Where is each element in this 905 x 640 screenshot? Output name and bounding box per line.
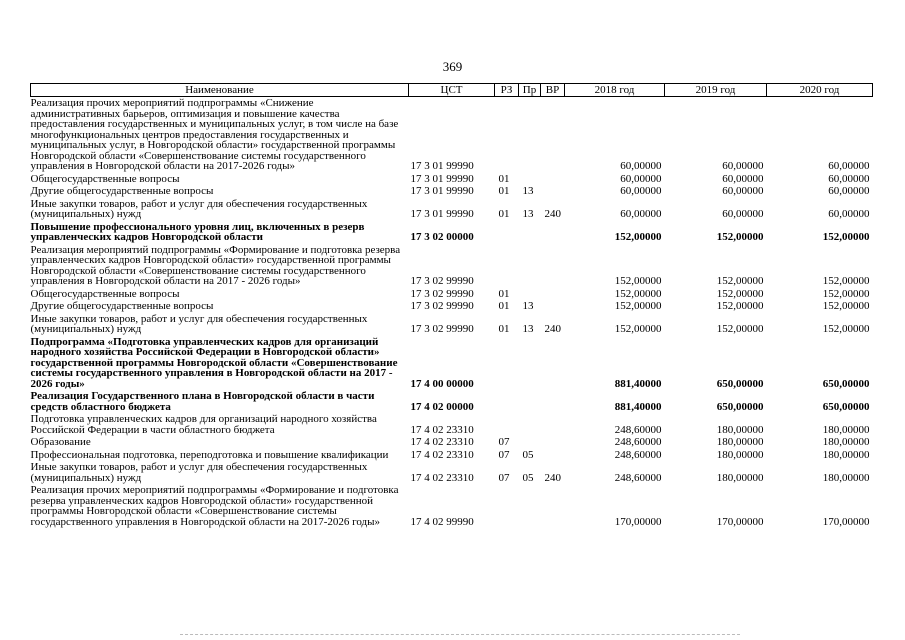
table-row <box>31 461 873 484</box>
cell-y2018: 60,00000 <box>620 172 662 185</box>
cell-rz <box>495 97 519 173</box>
cell-y2018: 152,00000 <box>614 275 662 287</box>
cell-pr <box>519 221 541 244</box>
cell-cst: 17 4 02 23310 <box>410 448 474 461</box>
cell-y2020: 152,00000 <box>822 300 870 312</box>
cell-rz: 01 <box>498 300 510 312</box>
table-row <box>31 221 873 244</box>
table-row <box>31 449 873 462</box>
cell-vr <box>541 336 565 391</box>
cell-rz: 01 <box>498 208 510 220</box>
cell-cst: 17 4 02 23310 <box>410 471 474 484</box>
table-row <box>31 185 873 198</box>
bottom-rule <box>180 634 740 636</box>
cell-pr: 13 <box>522 185 534 197</box>
cell-pr <box>519 390 541 413</box>
cell-cst: 17 3 01 99990 <box>410 172 474 185</box>
table-row <box>31 336 873 391</box>
cell-cst: 17 4 02 00000 <box>410 400 474 413</box>
cell-cst: 17 3 02 99990 <box>410 300 474 312</box>
cell-y2020: 152,00000 <box>822 231 870 243</box>
cell-name: Повышение профессионального уровня лиц, включенных в резерв управленческих кадров Новгородской области <box>30 220 365 243</box>
table-row <box>31 484 873 528</box>
cell-pr: 05 <box>522 448 534 461</box>
cell-name: Реализация Государственного плана в Новгородской области в части средств областного бюджета <box>30 390 375 413</box>
cell-cst: 17 3 02 00000 <box>410 231 474 243</box>
table-row <box>31 288 873 301</box>
table-body <box>31 97 873 529</box>
cell-name: Подпрограмма «Подготовка управленческих кадров для организаций народного хозяйства Российской Федерации в Новгородской области» государственной программы Новгородской области «Совершенствование системы государственного управления в Новгородской области на 2017 - 2026 годы» <box>30 335 398 390</box>
header-name: Наименование <box>31 84 409 97</box>
table-header-row <box>31 84 873 97</box>
cell-cst: 17 3 01 99990 <box>410 160 474 172</box>
cell-y2020: 60,00000 <box>828 172 870 185</box>
cell-cst: 17 3 02 99990 <box>410 323 474 335</box>
cell-name: Общегосударственные вопросы <box>30 287 180 300</box>
cell-y2020: 60,00000 <box>828 185 870 197</box>
cell-y2020: 180,00000 <box>822 423 870 436</box>
cell-cst: 17 3 01 99990 <box>410 185 474 197</box>
cell-y2019: 60,00000 <box>722 172 764 185</box>
cell-pr <box>519 436 541 449</box>
cell-y2020: 170,00000 <box>822 515 870 528</box>
cell-vr <box>541 288 565 301</box>
cell-rz: 01 <box>498 172 510 185</box>
cell-pr <box>519 173 541 186</box>
cell-y2018: 248,60000 <box>614 423 662 436</box>
cell-rz <box>495 221 519 244</box>
cell-cst: 17 3 02 99990 <box>410 275 474 287</box>
cell-cst: 17 3 02 99990 <box>410 287 474 300</box>
cell-name: Образование <box>30 436 91 448</box>
table-row <box>31 198 873 221</box>
cell-name: Другие общегосударственные вопросы <box>30 300 214 312</box>
cell-vr <box>541 390 565 413</box>
header-cst: ЦСТ <box>409 84 495 97</box>
cell-y2020: 180,00000 <box>822 448 870 461</box>
cell-rz: 07 <box>498 448 510 461</box>
cell-name: Реализация прочих мероприятий подпрограммы «Снижение административных барьеров, оптимизация и повышение качества предоставления государственных и муниципальных услуг, в том числе на базе многофункциональных центров предоставления государственных и муниципальных услуг, в Новгородской области» государственной программы Новгородской области «Совершенствование системы государственного управления в Новгородской области на 2017-2026 годы» <box>30 97 399 172</box>
cell-y2018: 60,00000 <box>620 208 662 220</box>
cell-rz: 07 <box>498 436 510 448</box>
header-pr: Пр <box>519 84 541 97</box>
cell-name: Профессиональная подготовка, переподготовка и повышение квалификации <box>30 448 389 461</box>
cell-y2018: 248,60000 <box>614 448 662 461</box>
cell-y2020: 180,00000 <box>822 471 870 484</box>
cell-rz: 01 <box>498 287 510 300</box>
cell-pr: 13 <box>522 300 534 312</box>
table-row <box>31 97 873 173</box>
header-rz: РЗ <box>495 84 519 97</box>
cell-y2020: 152,00000 <box>822 275 870 287</box>
table-row <box>31 300 873 313</box>
cell-pr <box>519 244 541 288</box>
cell-name: Подготовка управленческих кадров для организаций народного хозяйства Российской Федерации в части областного бюджета <box>30 413 377 436</box>
cell-y2018: 248,60000 <box>614 436 662 448</box>
cell-vr <box>541 244 565 288</box>
cell-vr <box>541 484 565 528</box>
table-row <box>31 173 873 186</box>
cell-y2019: 60,00000 <box>722 185 764 197</box>
cell-pr: 13 <box>522 208 534 220</box>
table-row <box>31 313 873 336</box>
cell-name: Реализация мероприятий подпрограммы «Формирование и подготовка резерва управленческих кадров Новгородской области» государственной программы Новгородской области «Совершенствование системы государственного управления в Новгородской области на 2017 - 2026 годы» <box>30 243 401 287</box>
cell-rz: 01 <box>498 185 510 197</box>
cell-y2019: 180,00000 <box>716 423 764 436</box>
cell-cst: 17 4 00 00000 <box>410 377 474 390</box>
cell-name: Иные закупки товаров, работ и услуг для обеспечения государственных (муниципальных) нужд <box>30 197 368 220</box>
cell-y2019: 152,00000 <box>716 323 764 335</box>
cell-y2019: 60,00000 <box>722 160 764 172</box>
cell-y2020: 650,00000 <box>822 400 870 413</box>
cell-rz <box>495 413 519 436</box>
cell-y2019: 152,00000 <box>716 275 764 287</box>
cell-vr <box>541 221 565 244</box>
page-number: 369 <box>442 59 463 74</box>
cell-pr: 05 <box>522 471 534 484</box>
cell-vr <box>541 449 565 462</box>
cell-y2020: 60,00000 <box>828 160 870 172</box>
cell-pr <box>519 288 541 301</box>
cell-rz: 01 <box>498 323 510 335</box>
cell-y2018: 152,00000 <box>614 231 662 243</box>
header-2018: 2018 год <box>565 84 665 97</box>
cell-y2018: 152,00000 <box>614 300 662 312</box>
cell-y2020: 60,00000 <box>828 208 870 220</box>
cell-y2020: 180,00000 <box>822 436 870 448</box>
cell-y2018: 60,00000 <box>620 185 662 197</box>
cell-pr: 13 <box>522 323 534 335</box>
cell-rz: 07 <box>498 471 510 484</box>
table-row <box>31 244 873 288</box>
cell-pr <box>519 484 541 528</box>
cell-y2018: 152,00000 <box>614 323 662 335</box>
cell-y2018: 881,40000 <box>614 400 662 413</box>
cell-vr <box>541 173 565 186</box>
cell-vr: 240 <box>544 208 561 220</box>
cell-vr <box>541 436 565 449</box>
cell-y2020: 650,00000 <box>822 377 870 390</box>
cell-cst: 17 3 01 99990 <box>410 208 474 220</box>
cell-vr: 240 <box>544 323 561 335</box>
header-vr: ВР <box>541 84 565 97</box>
cell-vr <box>541 300 565 313</box>
table-row <box>31 390 873 413</box>
cell-pr <box>519 336 541 391</box>
cell-rz <box>495 390 519 413</box>
cell-y2020: 152,00000 <box>822 287 870 300</box>
cell-name: Общегосударственные вопросы <box>30 172 180 185</box>
cell-name: Иные закупки товаров, работ и услуг для обеспечения государственных (муниципальных) нужд <box>30 461 368 484</box>
cell-pr <box>519 97 541 173</box>
cell-vr <box>541 413 565 436</box>
cell-vr <box>541 185 565 198</box>
table-row <box>31 413 873 436</box>
cell-y2020: 152,00000 <box>822 323 870 335</box>
cell-rz <box>495 336 519 391</box>
cell-rz <box>495 244 519 288</box>
cell-vr <box>541 97 565 173</box>
cell-name: Иные закупки товаров, работ и услуг для обеспечения государственных (муниципальных) нужд <box>30 312 368 335</box>
cell-y2018: 152,00000 <box>614 287 662 300</box>
table-row <box>31 436 873 449</box>
cell-y2019: 180,00000 <box>716 448 764 461</box>
cell-y2018: 248,60000 <box>614 471 662 484</box>
cell-y2019: 152,00000 <box>716 231 764 243</box>
cell-y2019: 152,00000 <box>716 300 764 312</box>
cell-vr: 240 <box>544 471 561 484</box>
header-2019: 2019 год <box>665 84 767 97</box>
cell-cst: 17 4 02 23310 <box>410 423 474 436</box>
cell-name: Другие общегосударственные вопросы <box>30 185 214 197</box>
cell-y2019: 180,00000 <box>716 436 764 448</box>
cell-y2019: 180,00000 <box>716 471 764 484</box>
cell-y2019: 170,00000 <box>716 515 764 528</box>
header-2020: 2020 год <box>767 84 873 97</box>
cell-y2018: 60,00000 <box>620 160 662 172</box>
cell-name: Реализация прочих мероприятий подпрограммы «Формирование и подготовка резерва управленческих кадров Новгородской области» государственной программы Новгородской области «Совершенствование системы государственного управления в Новгородской области на 2017-2026 годы» <box>30 484 399 528</box>
cell-rz <box>495 484 519 528</box>
cell-cst: 17 4 02 23310 <box>410 436 474 448</box>
cell-y2018: 881,40000 <box>614 377 662 390</box>
cell-cst: 17 4 02 99990 <box>410 515 474 528</box>
cell-pr <box>519 413 541 436</box>
cell-y2018: 170,00000 <box>614 515 662 528</box>
cell-y2019: 60,00000 <box>722 208 764 220</box>
budget-table <box>30 83 873 528</box>
cell-y2019: 650,00000 <box>716 377 764 390</box>
cell-y2019: 650,00000 <box>716 400 764 413</box>
cell-y2019: 152,00000 <box>716 287 764 300</box>
